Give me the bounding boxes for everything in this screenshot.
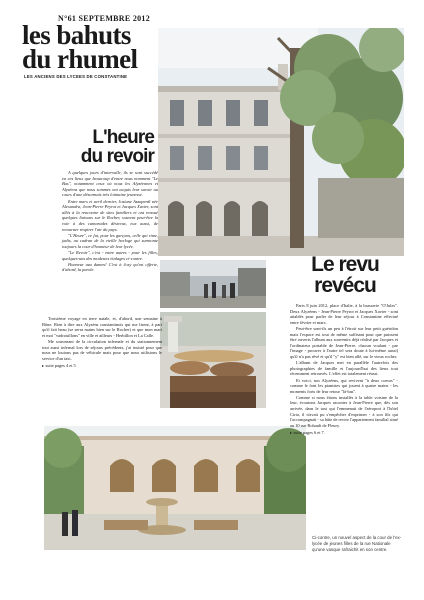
article-title-line-1: L'heure — [92, 127, 154, 148]
body-paragraph: Paris 8 juin 2012, place d'Italie, à la brasserie "O'Jules". Deux Alyzéens - Jean-Pierre Peyrot et Jacques Xavier - sont attablés pour parler de leur séjour à Constantine effectué entre février et mars. — [290, 303, 398, 325]
article-title-heure-du-revoir — [70, 128, 154, 166]
intro-paragraph: A quelques jours d'intervalle, ils se sont succédé en ces lieux que beaucoup d'entre nous nomment "Le Bas", notamment ceux où nous les Alyzéennes et Alyzéens que nous sommes ont acquis leur savoir au cours d'une désormais très lointaine jeunesse. — [62, 170, 158, 198]
continued-label: suite pages 6 et 7. — [293, 430, 325, 436]
newspaper-name-line-2: du rhumel — [22, 44, 138, 74]
article-title-line-1: Le revu — [311, 253, 379, 276]
intro-paragraph: Entre mars et avril dernier, Josiane Azzaperdi née Alexandra, Jean-Pierre Peyrot et Jacques Xavier, sont allés à la rencontre de sites familiers et ont renoué quelques liaisons sur le Rocher, souvent peut-être la voie à des camarades désireux, eux aussi, de retourner respirer l'air du pays. — [62, 198, 158, 232]
article-title-revu-revecu — [300, 254, 390, 296]
issue-number: N°61 SEPTEMBRE 2012 — [58, 14, 151, 23]
photo-courtyard-fountain — [44, 426, 306, 550]
newspaper-subtitle: LES ANCIENS DES LYCEES DE CONSTANTINE — [24, 74, 128, 79]
article-intro-column — [62, 170, 158, 274]
continued-label: suite pages 4 et 5 — [45, 363, 76, 369]
continued-link[interactable] — [42, 363, 162, 369]
body-paragraph: Comme si nous étions installés à la table voisine de la leur, écoutons Jacques raconter à Jean-Pierre que, dès son arrivée, dans le taxi qui l'emmenait de l'aéroport à l'hôtel Cirta, il n'avait pu s'empêcher d'exprimer - à son fils qui l'accompagnait - sa hâte de revoir l'appartement familial situé au 10 rue Rohault de Fleury. — [290, 394, 398, 428]
photo-market-stall — [160, 312, 266, 408]
article-body-column — [42, 316, 162, 370]
intro-paragraph: "Le Revoir", c'est - entre autres - pour les filles, quelques-uns des modestes étalages ci-contre. — [62, 250, 158, 261]
body-paragraph: Troisième voyage en terre natale, et, d'abord, une semaine à Bône. Rien à dire aux Alyzéns constantinois qui me lisent, à part qu'il fait beau (se serra mains bien sur le Rocher) et que mon mari et moi "vadrouillons" en ville et ailleurs - Herbillon et La Calle. — [42, 316, 162, 338]
newspaper-name-line-1: les bahuts — [22, 20, 131, 50]
photo-street-scene — [160, 260, 266, 308]
continued-link[interactable] — [290, 430, 398, 436]
body-paragraph: Me souvenant de la circulation infernale et du stationnement tout aussi infernal lors de séjours précédents, j'ai insisté pour que nous ne louions pas de véhicule mais pour que nous utilisions le service d'un taxi. — [42, 338, 162, 361]
intro-paragraph: "L'Heure", ce fut, pour les garçons, celle qui rime, jadis, au cadran de la vieille horloge qui surmonte toujours la cour d'honneur de leur lycée. — [62, 232, 158, 249]
article-2-body-column — [290, 303, 398, 437]
body-paragraph: Peut-être sont-ils un peu à l'étroit sur leur petit guéridon mais l'espace est tout de même suffisant pour que puissent être ouverts l'album aux souvenirs déjà réalisé par Jacques et l'ordinateur portable de Jean-Pierre, chacun voulant - par l'image - prouver à l'autre tel sera doute à lui-même aussi) qu'il n'a pas rêvé et qu'il "y" est bien allé, sur le vieux rocher. — [290, 325, 398, 359]
body-paragraph: Et voici, nos Alyzéens, qui revivent "à deux coeurs" - comme le font les pianistes qui jouent à quatre mains - les moments forts de leur retour "là-bas". — [290, 377, 398, 394]
arrow-right-icon — [42, 365, 44, 367]
body-paragraph: L'album de Jacques met en parallèle l'autrefois des photographies de famille et l'aujourd'hui des lieux tout récemment retrouvés. L'effet est totalement réussi. — [290, 360, 398, 377]
intro-paragraph: Honneur aux dames! C'est à Josy qu'est offerte, d'abord, la parole. — [62, 261, 158, 273]
article-title-line-2: revécu — [314, 274, 376, 297]
arrow-right-icon — [290, 432, 292, 434]
photo-caption: Ci-contre, un nouvel aspect de la cour de l'ex-lycée de jeunes filles de la rue Nationale qu'une vasque rafraichit en son centre. — [312, 535, 402, 552]
photo-lycee-building — [158, 28, 404, 256]
masthead — [22, 14, 172, 79]
article-title-line-2: du revoir — [80, 146, 154, 167]
